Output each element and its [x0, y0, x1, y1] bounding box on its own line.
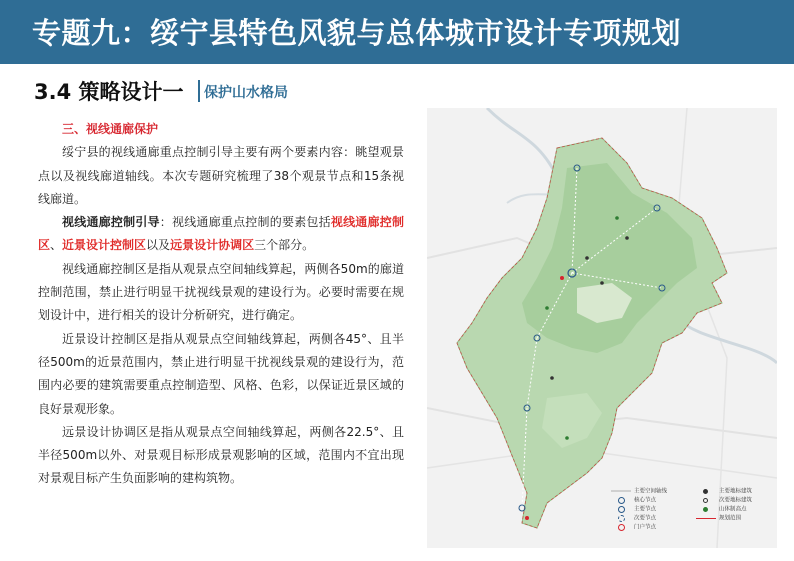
- paragraph-3: 视线通廊控制区是指从观景点空间轴线算起，两侧各50m的廊道控制范围，禁止进行明显干扰视线景观的建设行为。必要时需要在规划设计中，进行相关的设计分析研究，进行确定。: [38, 261, 404, 323]
- p2-t4: 三个部分。: [254, 238, 315, 253]
- legend-item: 规划范围: [696, 515, 741, 523]
- legend-item: 主要节点: [611, 506, 656, 514]
- planning-boundary-icon: [696, 515, 716, 521]
- main-landmark-icon: [696, 488, 716, 494]
- body-text: [38, 118, 404, 491]
- legend-item: 主要空间轴线: [611, 488, 667, 496]
- section-subtitle: 保护山水格局: [204, 85, 288, 101]
- p2-r1: 视线通廊控制区: [38, 215, 404, 253]
- paragraph-4: 近景设计控制区是指从观景点空间轴线算起，两侧各45°、且半径500m的近景范围内，禁止进行明显干扰视线景观的建设行为，范围内必要的建筑需要重点控制造型、风格、色彩，以保证近景区域的良好景观形象。: [38, 331, 404, 416]
- legend-item: 次要节点: [611, 515, 656, 523]
- content-heading: 三、视线通廊保护: [62, 122, 159, 136]
- paragraph-1: 绥宁县的视线通廊重点控制引导主要有两个要素内容：眺望观景点以及视线廊道轴线。本次专题研究梳理了38个观景节点和15条视线廊道。: [38, 145, 404, 206]
- section-divider: [198, 80, 200, 102]
- minor-landmark-icon: [696, 497, 716, 503]
- p2-t1: ：视线通廊重点控制的要素包括: [159, 215, 331, 230]
- gate-node-icon: [611, 524, 631, 530]
- p2-t2: 、: [50, 238, 63, 253]
- minor-node-icon: [611, 515, 631, 521]
- legend-item: 主要地标建筑: [696, 488, 752, 496]
- legend-item: 次要地标建筑: [696, 497, 752, 505]
- page-title: 专题九：绥宁县特色风貌与总体城市设计专项规划: [32, 16, 682, 50]
- sightline-map: [427, 108, 777, 548]
- p2-t3: 以及: [146, 238, 171, 253]
- p2-lead: 视线通廊控制引导: [62, 215, 160, 230]
- line-swatch-icon: [611, 488, 631, 494]
- core-node-icon: [611, 497, 631, 503]
- paragraph-2: [38, 211, 404, 258]
- legend-item: 门户节点: [611, 524, 656, 532]
- p2-r2: 近景设计控制区: [62, 238, 147, 253]
- main-node-icon: [611, 506, 631, 512]
- paragraph-5: 远景设计协调区是指从观景点空间轴线算起，两侧各22.5°、且半径500m以外、对景观目标形成景观影响的区域，范围内不宜出现对景观目标产生负面影响的建构筑物。: [38, 424, 404, 486]
- legend-item: 山体制高点: [696, 506, 747, 514]
- title-banner: [0, 0, 794, 64]
- p2-r3: 远景设计协调区: [170, 238, 255, 253]
- summit-icon: [696, 506, 716, 512]
- legend-item: 核心节点: [611, 497, 656, 505]
- section-number-title: 3.4 策略设计一: [34, 80, 184, 104]
